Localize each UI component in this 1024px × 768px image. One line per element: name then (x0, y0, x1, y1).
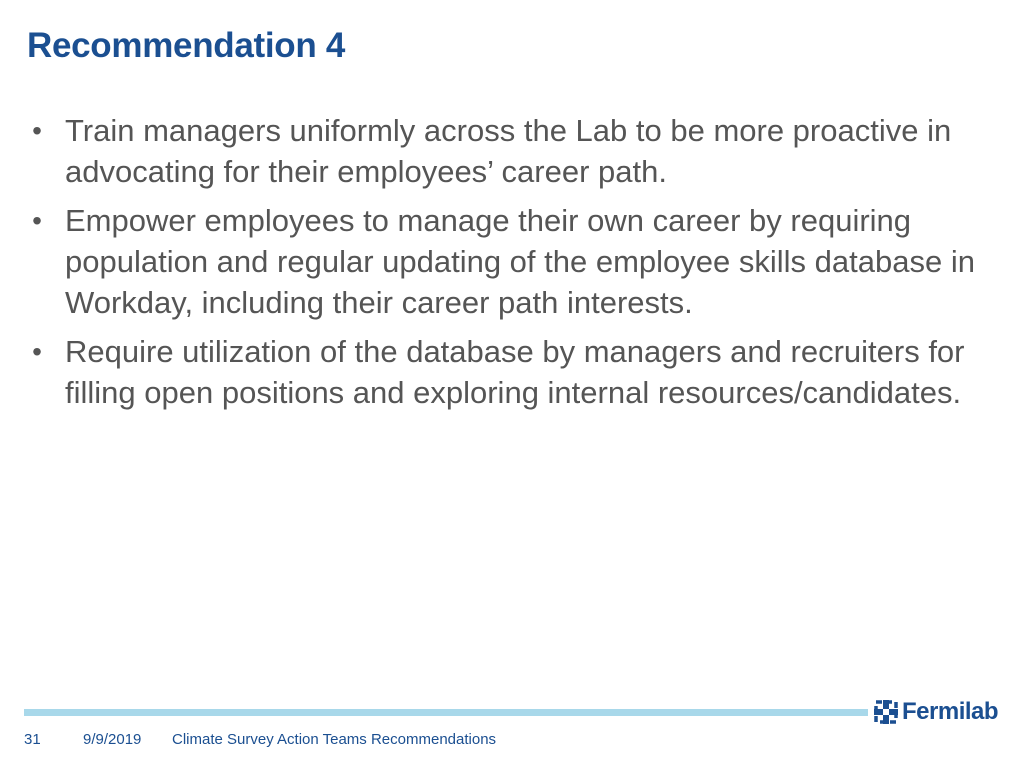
fermilab-logo-icon (874, 700, 898, 724)
footer-caption: Climate Survey Action Teams Recommendations (172, 731, 497, 748)
bullet-icon: • (32, 336, 42, 367)
bullet-icon: • (32, 205, 42, 236)
bullet-list (27, 110, 1007, 421)
slide-title: Recommendation 4 (27, 26, 346, 65)
fermilab-logo (874, 698, 998, 726)
footer-date: 9/9/2019 (83, 731, 142, 748)
logo-text: Fermilab (902, 698, 999, 725)
bullet-item (27, 331, 1007, 413)
bullet-text: Empower employees to manage their own career by requiring population and regular updating of the employee skills database in Workday, including their career path interests. (65, 203, 975, 320)
page-number: 31 (24, 731, 41, 748)
footer-divider-bar (24, 709, 868, 716)
bullet-text: Train managers uniformly across the Lab to be more proactive in advocating for their employees’ career path. (65, 113, 952, 189)
bullet-icon: • (32, 115, 42, 146)
bullet-item (27, 110, 1007, 192)
bullet-text: Require utilization of the database by managers and recruiters for filling open positions and exploring internal resources/candidates. (65, 334, 965, 410)
bullet-item (27, 200, 1007, 323)
